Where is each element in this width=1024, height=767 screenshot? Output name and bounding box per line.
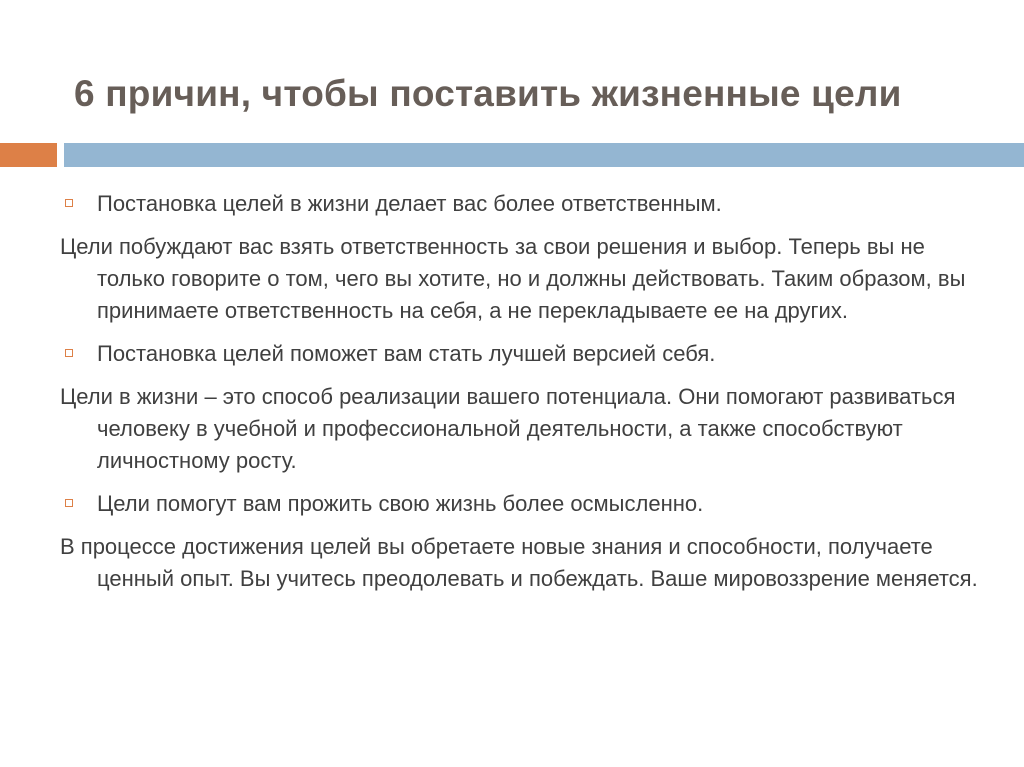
bullet-text: Цели помогут вам прожить свою жизнь более осмысленно.	[97, 491, 704, 516]
bullet-text: Постановка целей в жизни делает вас более ответственным.	[97, 191, 722, 216]
square-bullet-icon	[65, 199, 73, 207]
square-bullet-icon	[65, 349, 73, 357]
slide-content	[60, 188, 980, 606]
bullet-item	[60, 188, 980, 220]
body-paragraph: В процессе достижения целей вы обретаете новые знания и способности, получаете ценный опыт. Вы учитесь преодолевать и побеждать. Ваше мировоззрение меняется.	[60, 534, 978, 591]
slide-title: 6 причин, чтобы поставить жизненные цели	[74, 73, 902, 114]
body-paragraph: Цели в жизни – это способ реализации вашего потенциала. Они помогают развиваться человеку в учебной и профессиональной деятельности, а также способствуют личностному росту.	[60, 384, 956, 473]
bullet-text: Постановка целей поможет вам стать лучшей версией себя.	[97, 341, 716, 366]
accent-bar-blue	[64, 143, 1024, 167]
square-bullet-icon	[65, 499, 73, 507]
bullet-item	[60, 338, 980, 370]
bullet-item	[60, 488, 980, 520]
accent-bar-orange	[0, 143, 57, 167]
body-paragraph: Цели побуждают вас взять ответственность за свои решения и выбор. Теперь вы не только говорите о том, чего вы хотите, но и должны действовать. Таким образом, вы принимаете ответственность на себя, а не перекладываете ее на других.	[60, 234, 966, 323]
